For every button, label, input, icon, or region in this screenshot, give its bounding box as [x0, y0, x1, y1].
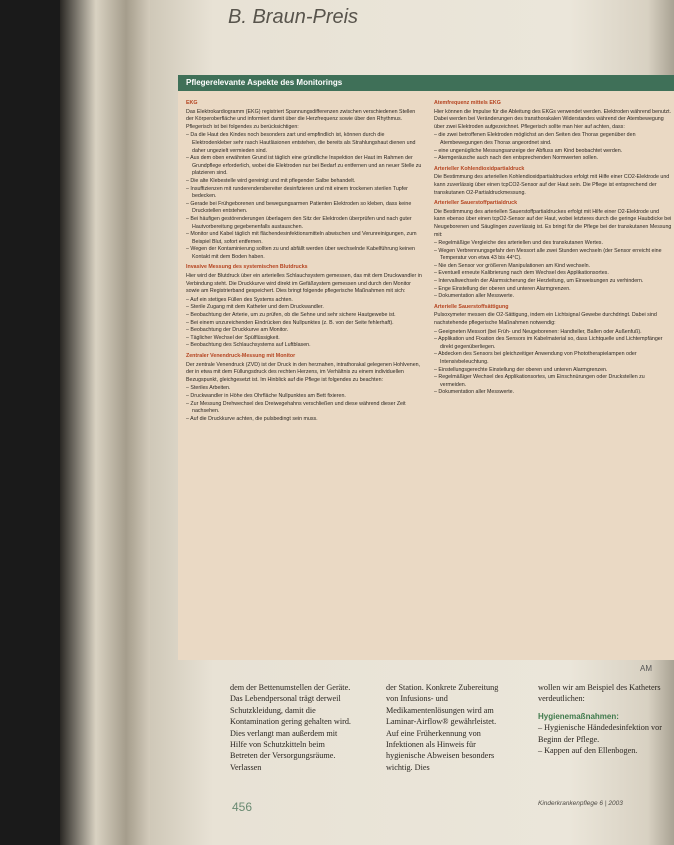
running-title: Kinderkrankenpflege 6 | 2003	[538, 800, 623, 807]
section-heading: Arterieller Kohlendioxidpartialdruck	[434, 165, 525, 172]
section-list-item: – Aus dem oben erwähnten Grund ist täglich eine gründliche Inspektion der Haut im Rahmen der Grundpflege erforderlich, wobei die Elektroden nur bei Bedarf zu entfernen und an neuer Stelle zu platzieren sind.	[186, 155, 424, 178]
hygiene-heading: Hygienemaßnahmen:	[538, 711, 619, 721]
section-list-item: – Die alte Klebestelle wird gereinigt und mit pflegender Salbe behandelt.	[186, 178, 424, 186]
section-heading: Arterielle Sauerstoffsättigung	[434, 303, 509, 310]
page-number: 456	[232, 800, 253, 814]
hygiene-item: – Kappen auf den Ellenbogen.	[538, 745, 668, 756]
brand-heading: B. Braun-Preis	[228, 6, 359, 28]
section-list-item: – die zwei betroffenen Elektroden möglichst an den Seiten des Thorax gegenüber den Atembewegungen des Thorax angeordnet sind.	[434, 132, 672, 147]
section-list-item: – Steriles Arbeiten.	[186, 385, 424, 393]
section-list-item: – Einstellungsgerechte Einstellung der oberen und unteren Alarmgrenzen.	[434, 367, 672, 375]
box-right-column	[434, 97, 672, 397]
section-paragraph: Die Bestimmung des arteriellen Kohlendioxidpartialdruckes erfolgt mit Hilfe einer CO2-Elektrode und kann zuverlässig über einen tcpCO2-Sensor auf der Haut sein. Die Pflege ist entsprechend der transkutanen O2-Partialdruckmessung.	[434, 174, 670, 196]
section-paragraph: Hier können die Impulse für die Ableitung des EKGs verwendet werden. Elektroden während benutzt. Dabei werden bei Veränderungen des transthorakalen Widerstandes während der Atembewegung über zwei Elektroden aufgezeichnet. Pflegerisch sollte man hier auf achten, dass:	[434, 108, 672, 130]
body-column-3-intro: wollen wir am Beispiel des Katheters verdeutlichen:	[538, 683, 661, 704]
body-column-2: der Station. Konkrete Zubereitung von Infusions- und Medikamentenlösungen wird am Laminar-Airflow® gewährleistet. Auf eine Früherkennung von Infektionen als Hinweis für hygienische Abweisen besonders wichtig. Dies	[386, 683, 499, 772]
section-list-item: – Enge Einstellung der oberen und unteren Alarmgrenzen.	[434, 286, 672, 294]
section-paragraph: Hier wird der Blutdruck über ein arterielles Schlauchsystem gemessen, das mit dem Druckwandler in Verbindung steht. Die Druckkurve wird direkt im Gefäßsystem gemessen und durch den Monitor sowie am Registrierband gespeichert. Dies bringt folgende pflegerische Maßnahmen mit sich:	[186, 273, 422, 295]
section-list-item: – Applikation und Fixation des Sensors im Kabelmaterial so, dass Lichtquelle und Lichtempfänger direkt gegenüberliegen.	[434, 336, 672, 351]
section-list-item: – Beobachtung der Druckkurve am Monitor.	[186, 327, 424, 335]
section-heading: Arterieller Sauerstoffpartialdruck	[434, 200, 518, 207]
section-heading: Zentraler Venendruck-Messung mit Monitor	[186, 353, 296, 359]
section-list-item: – Monitor und Kabel täglich mit flächendesinfektionsmitteln abwischen und Verunreinigungen, zum Beispiel Blut, sofort entfernen.	[186, 231, 424, 246]
section-list-item: – Sterile Zugang mit dem Katheter und dem Druckwandler.	[186, 304, 424, 312]
hygiene-item: – Hygienische Händedesinfektion vor Beginn der Pflege.	[538, 722, 668, 745]
section-paragraph: Das Elektrokardiogramm (EKG) registriert Spannungsdifferenzen zwischen verschiedenen Stellen der Körperoberfläche und informiert damit über die Herzfrequenz sowie über den Rhythmus. Pflegerisch ist bei folgendes zu berücksichtigen:	[186, 108, 416, 130]
section-list-item: – Bei einem unzureichenden Eindrücken des Nullpunktes (z. B. von der Seite fehlerhaft).	[186, 320, 424, 328]
section-paragraph: Der zentrale Venendruck (ZVD) ist der Druck in den herznahen, intrathorakal gelegenen Hohlvenen, der in etwa mit dem Füllungsdruck des rechten Herzens, im Verhältnis zu einem individuellen Bezugspunkt, gleichgesetzt ist. Im Hinblick auf die Pflege ist folgendes zu beachten:	[186, 361, 421, 383]
body-column-1: dem der Bettenumstellen der Geräte. Das Lebendpersonal trägt derweil Schutzkleidung, damit die Kontamination gering gehalten wird. Dies verlangt man außerdem mit Hilfe von Schutzkitteln beim Betreten der Versorgungsräume. Verlassen	[230, 683, 351, 772]
section-list-item: – Beobachtung der Arterie, um zu prüfen, ob die Sehne und sehr sichere Hautgewebe ist.	[186, 312, 424, 320]
section-list-item: – Da die Haut des Kindes noch besonders zart und empfindlich ist, können durch die Elektrodenkleber sehr rasch Hautläsionen entstehen, die bereits als Strahlungshaut dienen und daher ungezielt vermieden sind.	[186, 132, 424, 155]
section-list-item: – Bei häufigen gestörenderungen überlagern den Sitz der Elektroden überprüfen und nach guter Hautvorbereitung gegebenenfalls austauschen.	[186, 216, 424, 231]
section-list-item: – Beobachtung des Schlauchsystems auf Luftblasen.	[186, 342, 424, 350]
section-paragraph: Pulsoxymeter messen die O2-Sättigung, indem ein Lichtsignal Gewebe durchdringt. Dabei sind nachstehende pflegerische Maßnahmen notwendig:	[434, 312, 657, 327]
aside-label: AM	[640, 664, 652, 673]
box-left-column	[186, 97, 424, 423]
section-list-item: – Wegen Verbrennungsgefahr den Messort alle zwei Stunden wechseln (der Sensor erreicht eine Temperatur von etwa 43 bis 44°C).	[434, 248, 672, 263]
section-heading: Invasive Messung des systemischen Blutdrucks	[186, 264, 308, 271]
section-heading: Atemfrequenz mittels EKG	[434, 100, 501, 106]
section-list-item: – eine ungenügliche Messungsanzeige der Abfluss am Kind beobachtet werden.	[434, 148, 672, 156]
section-list-item: – Regelmäßige Vergleiche des arteriellen und des transkutanen Wertes.	[434, 240, 672, 248]
section-list-item: – Druckwandler in Höhe des Ohrfläche Nullpunktes am Bett fixieren.	[186, 393, 424, 401]
section-list-item: – Dokumentation aller Messwerte.	[434, 293, 672, 301]
section-list-item: – Auf ein stetiges Füllen des Systems achten.	[186, 297, 424, 305]
section-list-item: – Gerade bei Frühgeborenen und bewegungsarmen Patienten Elektroden so kleben, dass keine Druckstellen entstehen.	[186, 201, 424, 216]
section-list-item: – Regelmäßiger Wechsel des Applikationsortes, um Einschnürungen oder Druckstellen zu vermeiden.	[434, 374, 672, 389]
monitoring-info-box	[178, 75, 674, 660]
section-paragraph: Die Bestimmung des arteriellen Sauerstoffpartialdruckes erfolgt mit Hilfe einer O2-Elektrode und kann ebenso über einen tcpO2-Sensor auf der Haut, wobei letzteres durch die geringe Haubdicke bei Neugeborenen und Säuglingen zuverlässig ist. Es bringt für die Pflege bei der transkutanen Messung mit:	[434, 208, 672, 238]
section-list-item: – Täglicher Wechsel der Spülflüssigkeit.	[186, 335, 424, 343]
section-list-item: – Dokumentation aller Messwerte.	[434, 389, 672, 397]
book-page	[150, 0, 674, 845]
section-list-item: – Intervallwechseln der Alarmsicherung der Herzleitung, um Einweisungen zu verhindern.	[434, 278, 672, 286]
section-list-item: – Insuffizienzen mit runderendersbereiter desinfizieren und mit einem trockenen sterilen Tupfer bedecken.	[186, 186, 424, 201]
section-list-item: – Auf die Druckkurve achten, die pulsbedingt sein muss.	[186, 416, 424, 424]
box-title: Pflegerelevante Aspekte des Monitorings	[178, 75, 674, 91]
section-heading: EKG	[186, 100, 198, 106]
section-list-item: – Abdecken des Sensors bei gleichzeitiger Anwendung von Phototherapielampen oder Intensivbeleuchtung.	[434, 351, 672, 366]
section-list-item: – Wegen der Kontaminierung sollten zu und abfällt werden über wechselnde Kabelführung keinen Kontakt mit dem Boden haben.	[186, 246, 424, 261]
section-list-item: – Zur Messung Drehwechsel des Dreiwegehahns verschließen und diese während dieser Zeit nachsehen.	[186, 401, 424, 416]
section-list-item: – Atemgeräusche auch nach den entsprechenden Normwerten sollen.	[434, 155, 672, 163]
section-list-item: – Eventuell erneute Kalibrierung nach dem Wechsel des Applikationsortes.	[434, 270, 672, 278]
section-list-item: – Nie den Sensor vor größeren Manipulationen am Kind wechseln.	[434, 263, 672, 271]
body-column-3	[538, 682, 668, 756]
section-list-item: – Geeigneten Messort (bei Früh- und Neugeborenen: Handteller, Ballen oder Außenfuß).	[434, 329, 672, 337]
